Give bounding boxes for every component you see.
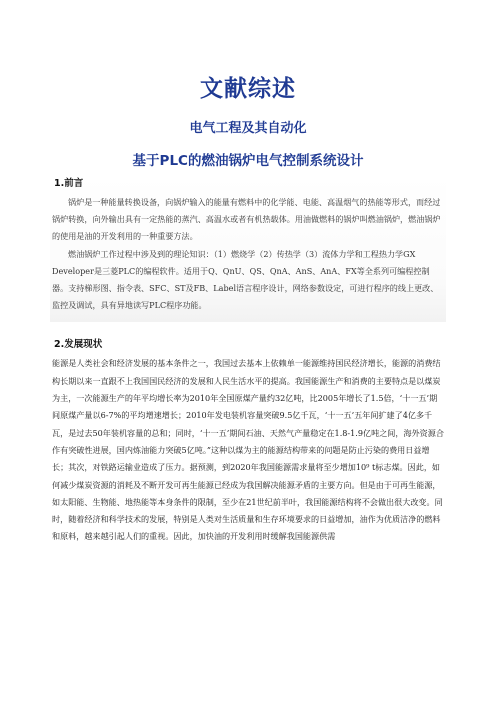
section-heading-status: 2.发展现状 bbox=[54, 339, 103, 351]
preface-paragraph-2 bbox=[52, 246, 444, 315]
section-heading-preface: 1.前言 bbox=[54, 178, 84, 189]
document-title: 文献综述 bbox=[200, 76, 296, 102]
status-paragraph: 能源是人类社会和经济发展的基本条件之一，我国过去基本上依赖单一能源维持国民经济增长，能源的消费结构长期以来一直跟不上我国国民经济的发展和人民生活水平的提高。我国能源生产和消费的主要特点是以煤炭为主，一次能源生产的年平均增长率为2010年全国原煤产量约32亿吨，比2005年增长了1.5倍，‘十一五’期间原煤产量以6-7%的平均增速增长；2010年发电装机容量突破9.5亿千瓦，‘十一五’五年间扩建了4亿多千瓦，是过去50年装机容量的总和；同时，‘十一五’期间石油、天然气产量稳定在1.8-1.9亿吨之间，海外资源合作有突破性进展，国内炼油能力突破5亿吨。”这种以煤为主的能源结构带来的问题是防止污染的费用日益增长；其次，对铁路运输业造成了压力。据预测，到2020年我国能源需求量将至少增加10⁹ t标志煤。因此，如何减少煤炭资源的消耗及不断开发可再生能源已经成为我国解决能源矛盾的主要方向。但是由于可再生能源，如太阳能、生物能、地热能等本身条件的限制，至少在21世纪前半叶，我国能源结构将不会做出很大改变。同时，随着经济和科学技术的发展，特别是人类对生活质量和生存环境要求的日益增加，油作为优质洁净的燃料和原料，越来越引起人们的重视。因此，加快油的开发利用时缓解我国能源供需 bbox=[52, 358, 444, 542]
major-subtitle: 电气工程及其自动化 bbox=[189, 121, 307, 136]
paper-title: 基于PLC的燃油锅炉电气控制系统设计 bbox=[132, 153, 364, 169]
preface-paragraph-1-text: 锅炉是一种能量转换设备，向锅炉输入的能量有燃料中的化学能、电能、高温烟气的热能等形式，而经过锅炉转换，向外输出具有一定热能的蒸汽、高温水或者有机热载体。用油做燃料的锅炉叫燃油锅炉，燃油锅炉的使用是油的开发利用的一种重要方法。 bbox=[52, 197, 441, 242]
preface-paragraph-2-text: 燃油锅炉工作过程中涉及到的理论知识：（1）燃烧学（2）传热学（3）流体力学和工程热力学GX Developer是三菱PLC的编程软件。适用于Q、QnU、QS、QnA、AnS、AnA、FX等全系列可编程控制器。支持梯形图、指令表、SFC、ST及FB、Label语言程序设计，网络参数设定，可进行程序的线上更改、监控及调试，具有异地读写PLC程序功能。 bbox=[52, 248, 439, 311]
section-status bbox=[50, 336, 446, 545]
section-preface bbox=[50, 175, 446, 322]
preface-paragraph-1 bbox=[52, 194, 444, 246]
